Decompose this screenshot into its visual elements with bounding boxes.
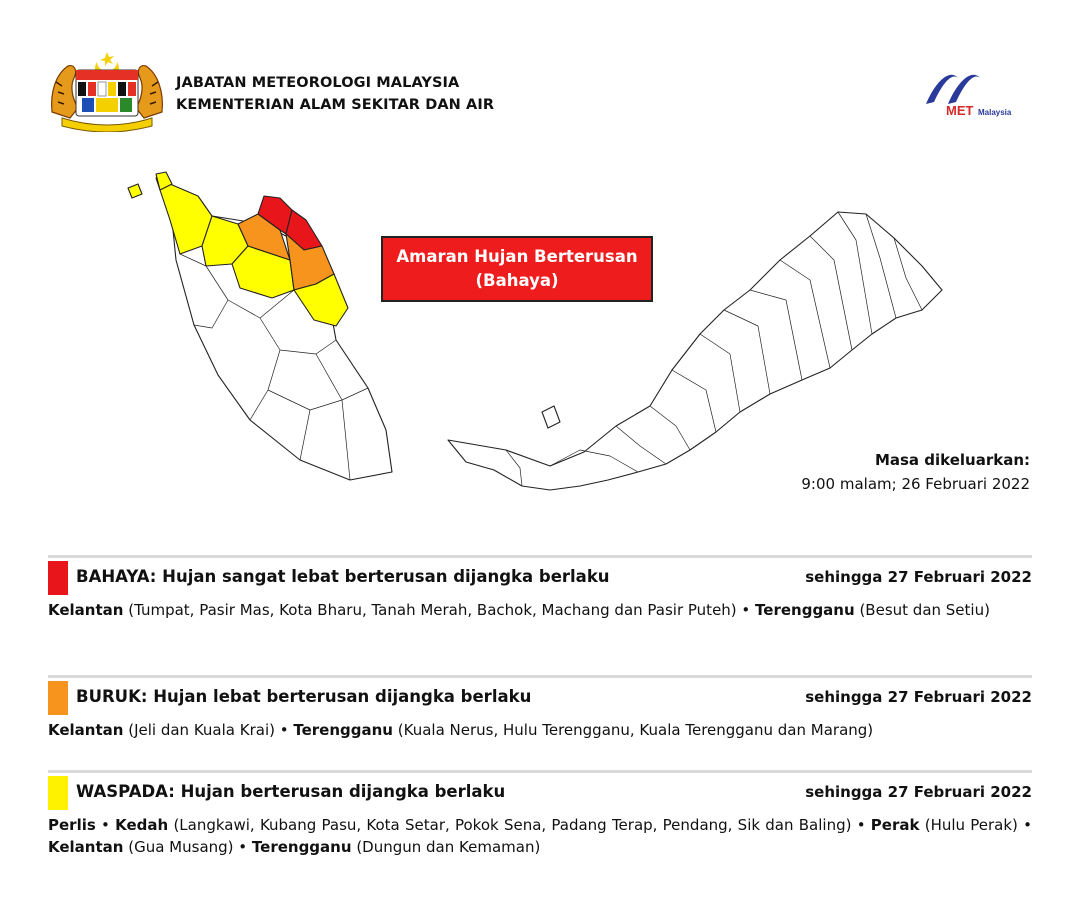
section-divider xyxy=(48,675,1032,678)
section-bahaya xyxy=(48,555,1032,655)
warning-banner xyxy=(381,236,653,302)
area-list: (Kuala Nerus, Hulu Terengganu, Kuala Terengganu dan Marang) xyxy=(397,721,874,739)
banner-line1: Amaran Hujan Berterusan xyxy=(396,247,638,266)
state-name: Perlis xyxy=(48,816,96,834)
state-name: Kelantan xyxy=(48,838,124,856)
state-name: Terengganu xyxy=(251,838,352,856)
area-list: (Gua Musang) xyxy=(128,838,234,856)
island-brunei xyxy=(542,406,560,428)
agency-name xyxy=(176,72,494,116)
agency-name-line1: JABATAN METEOROLOGI MALAYSIA xyxy=(176,75,460,91)
area-list: (Tumpat, Pasir Mas, Kota Bharu, Tanah Merah, Bachok, Machang dan Pasir Puteh) xyxy=(128,601,737,619)
agency-name-line2: KEMENTERIAN ALAM SEKITAR DAN AIR xyxy=(176,97,495,113)
level-swatch-waspada xyxy=(48,776,68,810)
area-list: (Dungun dan Kemaman) xyxy=(356,838,541,856)
area-list: (Hulu Perak) xyxy=(924,816,1018,834)
section-until: sehingga 27 Februari 2022 xyxy=(805,568,1032,586)
section-body: Kelantan (Jeli dan Kuala Krai) • Terengganu (Kuala Nerus, Hulu Terengganu, Kuala Terengganu dan Marang) xyxy=(48,721,874,739)
level-swatch-buruk xyxy=(48,681,68,715)
section-body: Kelantan (Tumpat, Pasir Mas, Kota Bharu, Tanah Merah, Bachok, Machang dan Pasir Puteh) • Terengganu (Besut dan Setiu) xyxy=(48,601,990,619)
level-swatch-bahaya xyxy=(48,561,68,595)
section-divider xyxy=(48,555,1032,558)
header xyxy=(48,52,1032,132)
area-list: (Besut dan Setiu) xyxy=(859,601,990,619)
state-name: Terengganu xyxy=(293,721,393,739)
section-title: WASPADA: Hujan berterusan dijangka berlaku xyxy=(76,782,506,801)
section-until: sehingga 27 Februari 2022 xyxy=(805,688,1032,706)
state-name: Kelantan xyxy=(48,601,124,619)
section-until: sehingga 27 Februari 2022 xyxy=(805,783,1032,801)
svg-text:Malaysia: Malaysia xyxy=(978,108,1012,117)
issued-time xyxy=(801,448,1030,496)
area-list: (Jeli dan Kuala Krai) xyxy=(128,721,275,739)
section-title: BAHAYA: Hujan sangat lebat berterusan dijangka berlaku xyxy=(76,567,610,586)
section-divider xyxy=(48,770,1032,773)
malaysia-coat-of-arms-logo xyxy=(48,52,166,132)
state-name: Perak xyxy=(870,816,920,834)
area-list: (Langkawi, Kubang Pasu, Kota Setar, Pokok Sena, Padang Terap, Pendang, Sik dan Baling) xyxy=(173,816,852,834)
state-name: Terengganu xyxy=(755,601,855,619)
state-name: Kedah xyxy=(115,816,169,834)
state-name: Kelantan xyxy=(48,721,124,739)
island-langkawi xyxy=(128,184,142,198)
banner-line2: (Bahaya) xyxy=(475,271,559,290)
section-buruk xyxy=(48,675,1032,755)
issued-time-value: 9:00 malam; 26 Februari 2022 xyxy=(801,475,1030,493)
section-body: Perlis • Kedah (Langkawi, Kubang Pasu, Kota Setar, Pokok Sena, Padang Terap, Pendang, Sik dan Baling) • Perak (Hulu Perak) • Kelantan (Gua Musang) • Terengganu (Dungun dan Kemaman) xyxy=(48,816,1033,856)
section-title: BURUK: Hujan lebat berterusan dijangka berlaku xyxy=(76,687,532,706)
issued-time-label: Masa dikeluarkan: xyxy=(874,451,1030,469)
svg-text:MET: MET xyxy=(946,103,974,118)
section-waspada xyxy=(48,770,1032,880)
met-malaysia-logo xyxy=(918,66,1030,122)
